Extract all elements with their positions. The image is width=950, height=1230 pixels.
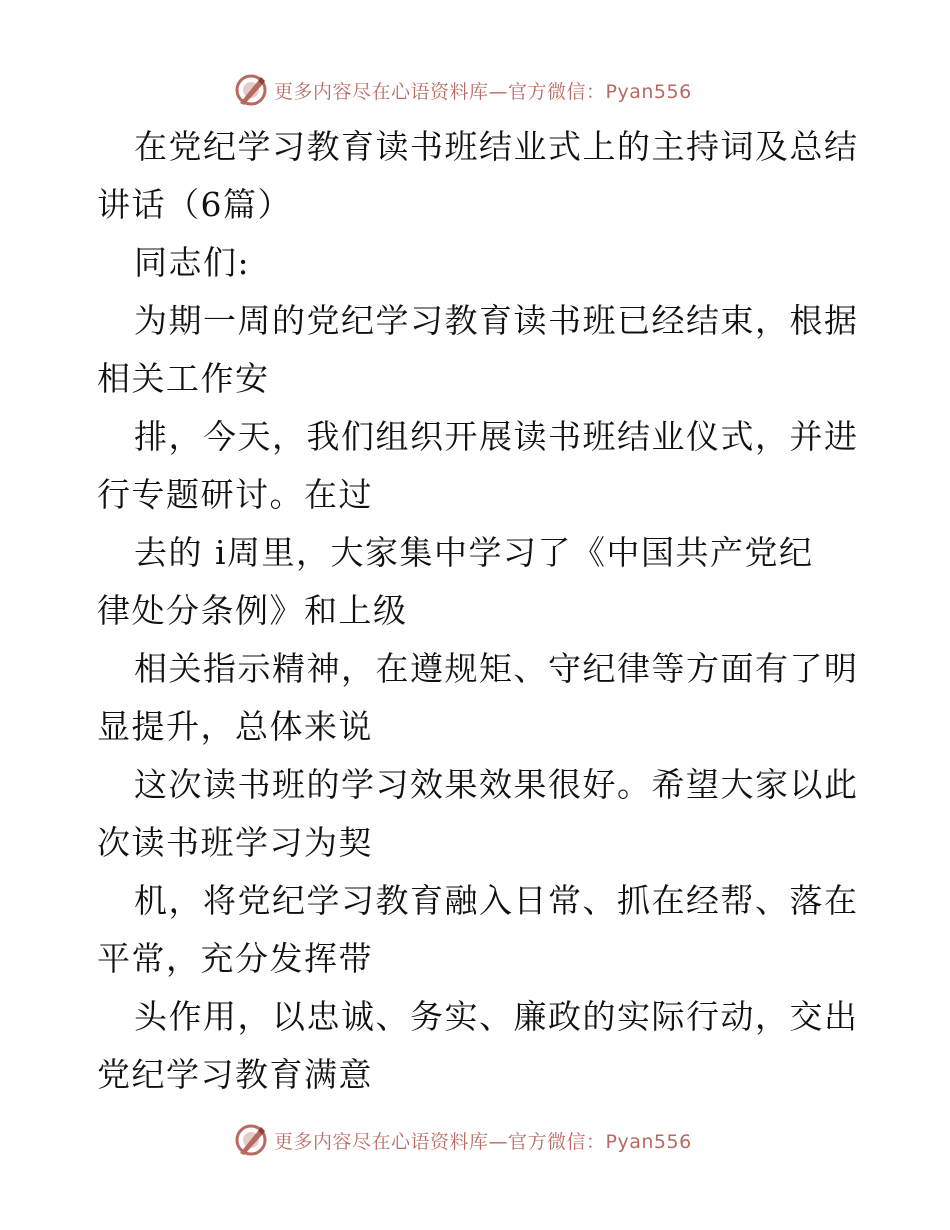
document-title-line-1: 在党纪学习教育读书班结业式上的主持词及总结 xyxy=(134,127,859,166)
body-line: 为期一周的党纪学习教育读书班已经结束，根据 xyxy=(134,301,859,340)
body-line: 次读书班学习为契 xyxy=(97,823,373,862)
body-line: 党纪学习教育满意 xyxy=(97,1055,373,1094)
body-line: 头作用，以忠诚、务实、廉政的实际行动，交出 xyxy=(134,997,859,1036)
body-line: 去的 i周里，大家集中学习了《中国共产党纪 xyxy=(134,533,814,572)
pen-seal-logo-icon xyxy=(234,1123,268,1157)
body-line: 机，将党纪学习教育融入日常、抓在经帮、落在 xyxy=(134,881,859,920)
body-line: 相关工作安 xyxy=(97,359,270,398)
body-line: 平常，充分发挥带 xyxy=(97,939,373,978)
body-line: 显提升，总体来说 xyxy=(97,707,373,746)
body-line: 这次读书班的学习效果效果很好。希望大家以此 xyxy=(134,765,859,804)
body-line: 排，今天，我们组织开展读书班结业仪式，并进 xyxy=(134,417,859,456)
salutation: 同志们: xyxy=(134,243,251,282)
body-line: 行专题研讨。在过 xyxy=(97,475,373,514)
watermark-footer xyxy=(234,1120,692,1160)
body-line: 相关指示精神，在遵规矩、守纪律等方面有了明 xyxy=(134,649,859,688)
body-line: 律处分条例》和上级 xyxy=(97,591,408,630)
document-title-line-2: 讲话（6篇） xyxy=(97,185,292,224)
watermark-text: 更多内容尽在心语资料库—官方微信：Pyan556 xyxy=(274,1130,692,1153)
watermark-text: 更多内容尽在心语资料库—官方微信：Pyan556 xyxy=(274,80,692,103)
